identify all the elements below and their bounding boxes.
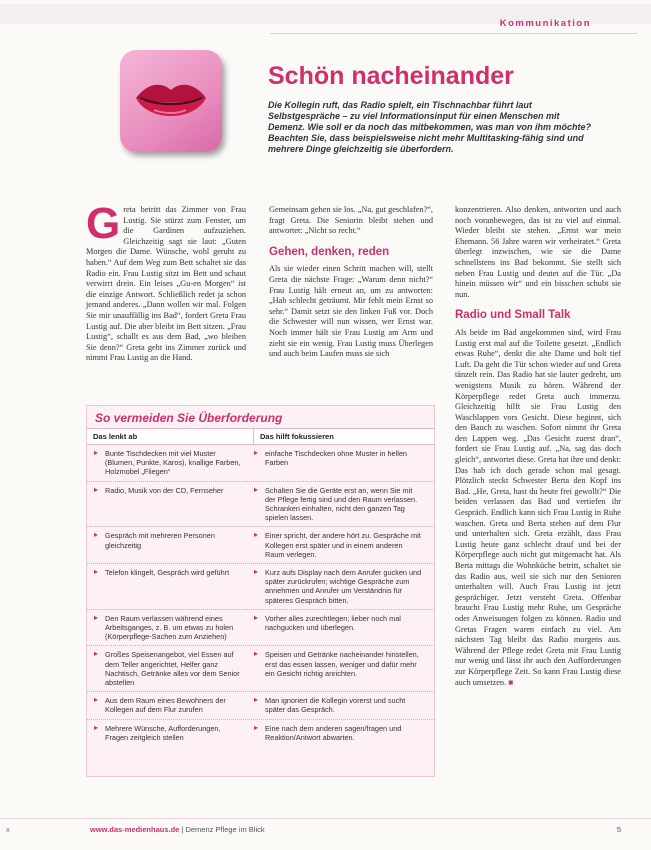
tips-box: [86, 405, 435, 777]
helps-cell: ▸ Schalten Sie die Geräte erst an, wenn Sie mit der Pflege fertig sind und den Raum verlassen. Schranken einhalten, nicht den ganzen Tag spielen lassen.: [247, 482, 429, 527]
subheading-radio: Radio und Small Talk: [455, 309, 571, 322]
column-1-text: reta betritt das Zimmer von Frau Lustig. Sie stürzt zum Fenster, um die Gardinen aufzuziehen. Gleichzeitig sagt sie laut: „Guten Morgen die Dame. Wünsche, wohl geruht zu haben.“ Auf dem Weg zum Bett schaltet sie das Radio ein. Frau Lustig sitzt im Bett und schaut verwirrt drein. Ein leises „Gu-en Morgen“ ist die einzige Antwort. Schließlich redet ja schon jemand anderes. „Dann wollen wir mal. Folgen Sie mir unauffällig ins Bad“, fordert Greta Frau Lustig auf. Die aber bleibt im Bett sitzen. „Frau Lustig“, schallt es aus dem Bad, „wo bleiben Sie denn?“ Greta geht ins Zimmer zurück und nimmt Frau Lustig an die Hand.: [86, 205, 246, 363]
distracts-cell: ▸ Großes Speisenangebot, viel Essen auf dem Teller angerichtet, Helfer ganz Nachtisch, Getränke alles vor dem Senior abstellen: [87, 646, 247, 691]
subheading-gehen: Gehen, denken, reden: [269, 245, 390, 258]
helps-cell: ▸ Eine nach dem anderen sagen/fragen und Reaktion/Antwort abwarten.: [247, 720, 429, 746]
helps-cell: ▸ Kurz aufs Display nach dem Anrufer gucken und später zurückrufen; wichtige Gespräche zum annehmen und Anrufer um Verständnis für späteres Gespräch bitten.: [247, 564, 429, 609]
distracts-cell: ▸ Bunte Tischdecken mit viel Muster (Blumen, Punkte, Karos), knallige Farben, Holzmobel „Fliegen“: [87, 445, 247, 481]
table-row: [87, 610, 434, 647]
tips-rows: [87, 445, 434, 746]
footer-divider: [0, 818, 651, 819]
tips-box-title: So vermeiden Sie Überforderung: [95, 411, 283, 425]
table-row: [87, 720, 434, 746]
distracts-cell: ▸ Den Raum verlassen während eines Arbeitsganges, z. B. um etwas zu holen (Körperpflege-Sachen zum Anziehen): [87, 610, 247, 646]
distracts-cell: ▸ Mehrere Wünsche, Aufforderungen, Fragen zeitgleich stellen: [87, 720, 247, 746]
helps-cell: ▸ Vorher alles zurechtlegen; lieber noch mal nachgucken und überlegen.: [247, 610, 429, 646]
helps-cell: ▸ Speisen und Getränke nacheinander hinstellen, erst das essen lassen, weniger und dafür mehr ein Gesicht richtig anrichten.: [247, 646, 429, 691]
column-2-intro: Gemeinsam gehen sie los. „Na, gut geschlafen?“, fragt Greta. Die Seniorin bleibt stehen und antwortet: „Nicht so recht.“: [269, 205, 433, 236]
tips-box-header: [87, 428, 434, 445]
table-row: [87, 646, 434, 692]
margin-mark: x: [6, 825, 10, 834]
table-row: [87, 445, 434, 482]
page-number: 5: [616, 825, 621, 834]
distracts-cell: ▸ Aus dem Raum eines Bewohners der Kollegen auf dem Flur zurufen: [87, 692, 247, 718]
helps-cell: ▸ Man ignoriert die Kollegin vorerst und sucht später das Gespräch.: [247, 692, 429, 718]
table-row: [87, 692, 434, 719]
footer-source: | Demenz Pflege im Blick: [181, 825, 265, 834]
distracts-cell: ▸ Gespräch mit mehreren Personen gleichzeitig: [87, 527, 247, 563]
table-row: [87, 564, 434, 610]
header-helps: Das hilft fokussieren: [260, 432, 334, 441]
column-3: [455, 205, 621, 688]
distracts-cell: ▸ Telefon klingelt, Gespräch wird geführt: [87, 564, 247, 609]
column-3-paragraph: [455, 328, 621, 688]
footer-url[interactable]: www.das-medienhaus.de: [90, 825, 180, 834]
end-mark: ■: [508, 677, 514, 687]
section-divider: [270, 33, 637, 34]
helps-cell: ▸ Einer spricht, der andere hört zu. Gespräche mit Kollegen erst später und in einem anderen Raum verlegen.: [247, 527, 429, 563]
helps-cell: ▸ einfache Tischdecken ohne Muster in hellen Farben: [247, 445, 429, 481]
column-1: [86, 199, 246, 364]
lips-icon: [134, 76, 208, 126]
drop-cap: G: [86, 199, 121, 248]
column-3-intro: konzentrieren. Also denken, antworten und auch noch voranbewegen, das ist zu viel auf einmal. Wieder bleibt sie stehen. „Ernst war mein Ehemann. 56 Jahre waren wir verheiratet.“ Greta überlegt inzwischen, wie sie die Dame schnellstens ins Bad bekommt. Sie stellt sich neben Frau Lustig und deutet auf die Tür. „Da hinein müssen wir“ und ein bisschen schubt sie nun.: [455, 205, 621, 299]
header-distracts: Das lenkt ab: [87, 429, 254, 444]
column-2-text: Als sie wieder einen Schritt machen will, stellt Greta die nächste Frage: „Warum denn nicht?“ Frau Lustig hält erneut an, um zu antworten: „Hab schlecht geträumt. Mir fehlt mein Ernst so sehr.“ Damit setzt sie den linken Fuß vor. Doch die Schwester will nun wissen, wer Ernst war. Noch immer hält sie Frau Lustig am Arm und zieht sie ein wenig. Frau Lustig muss Überlegen und auch beim Laufen muss sie sich: [269, 264, 433, 359]
table-row: [87, 527, 434, 564]
column-3-text: Als beide im Bad angekommen sind, wird Frau Lustig erst mal auf die Toilette gesetzt. „Endlich etwas Ruhe“, denkt die alte Dame und holt tief Luft. Da geht die Tür schon wieder auf und Greta tänzelt rein. Das Radio hat sie lauter gedreht, um wenigstens Musik zu hören. Während der Körperpflege redet Greta auch immerzu. Gleichzeitig hilft sie Frau Lustig den Waschlappen vors Gesicht. Diese beginnt, sich den Bauch zu waschen. Sofort nimmt ihr Greta den Lappen weg. „Das Gesicht zuerst dran“, fordert sie Frau Lustig auf. „Na, sag das doch gleich“, antwortet diese. Greta hat ihre und denkt: Das hab ich doch gerade schon mal gesagt. Plötzlich steckt Schwester Berta den Kopf ins Bad. „He, Greta, hast du heute frei gewollt?“ Die beiden verlassen das Bad und vertiefen ihr Gespräch. Endlich kann sich Frau Lustig in Ruhe waschen. Greta und Berta stehen auf dem Flur und unterhalten sich. Greta erzählt, dass Frau Lustig heute ganz schlecht drauf und bei der Körperpflege auch nicht gut mitgemacht hat. Als Berta mittags die Wohnküche betritt, schaltet sie das Radio aus, weil sie sich nur den Senioren unterhalten will. Auch Frau Lustig ist jetzt gesprächiger. Jetzt versteht Greta. Offenbar braucht Frau Lustig mehr Ruhe, um Gespräche oder Anweisungen folgen zu können. Radio und Gretas Fragen waren einfach zu viel. Am nächsten Tag bleibt das Radio morgens aus. Während der Pflege redet Greta mit Frau Lustig nur wenig und lässt ihr auch den Aufforderungen zur Körperpflege Zeit. So kann Frau Lustig diese auch umsetzen.: [455, 327, 621, 687]
distracts-cell: ▸ Radio, Musik von der CD, Fernseher: [87, 482, 247, 527]
article-title: Schön nacheinander: [268, 62, 514, 90]
section-label: Kommunikation: [499, 18, 591, 29]
column-2: [269, 205, 433, 360]
footer: [90, 825, 265, 834]
mouth-icon: [120, 50, 222, 152]
table-row: [87, 482, 434, 528]
article-lead: Die Kollegin ruft, das Radio spielt, ein Tischnachbar führt laut Selbstgespräche – zu viel Informationsinput für einen Menschen mit Demenz. Wie soll er da noch das mitbekommen, was man von ihm möchte? Beachten Sie, dass beispielsweise nicht mehr Multitasking-fähig sind und mehrere Dinge gleichzeitig sie überfordern.: [268, 100, 591, 154]
